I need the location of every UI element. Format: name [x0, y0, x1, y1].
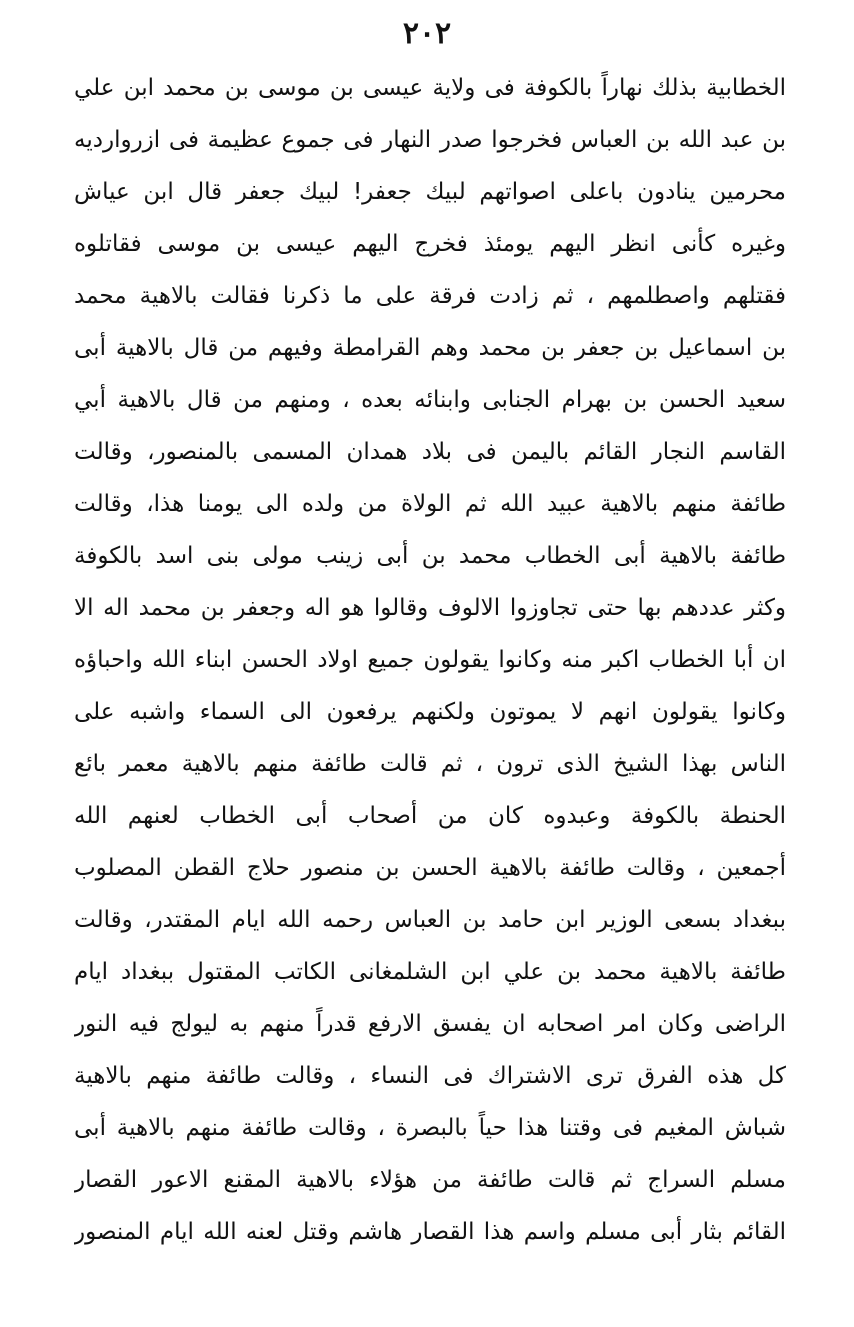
- text-line: بن اسماعيل بن جعفر بن محمد وهم القرامطة وفيهم من قال بالاهية أبى: [74, 335, 786, 361]
- page-number: ٢٠٢: [402, 16, 452, 51]
- text-line: سعيد الحسن بن بهرام الجنابى وابنائه بعده ، ومنهم من قال بالاهية أبي: [74, 387, 786, 413]
- text-line: مسلم السراج ثم قالت طائفة من هؤلاء بالاهية المقنع الاعور القصار: [74, 1167, 786, 1193]
- text-line: كل هذه الفرق ترى الاشتراك فى النساء ، وقالت طائفة منهم بالاهية: [74, 1063, 786, 1089]
- text-line: أجمعين ، وقالت طائفة بالاهية الحسن بن منصور حلاج القطن المصلوب: [74, 855, 786, 881]
- text-line: شباش المغيم فى وقتنا هذا حياً بالبصرة ، وقالت طائفة منهم بالاهية أبى: [74, 1115, 786, 1141]
- text-line: الخطابية بذلك نهاراً بالكوفة فى ولاية عيسى بن موسى بن محمد ابن علي: [74, 75, 786, 101]
- text-line: ببغداد بسعى الوزير ابن حامد بن العباس رحمه الله ايام المقتدر، وقالت: [74, 907, 786, 933]
- text-line: ان أبا الخطاب اكبر منه وكانوا يقولون جميع اولاد الحسن ابناء الله واحباؤه: [74, 647, 786, 673]
- text-line: محرمين ينادون باعلى اصواتهم لبيك جعفر! لبيك جعفر قال ابن عياش: [74, 179, 786, 205]
- text-line: وكثر عددهم بها حتى تجاوزوا الالوف وقالوا هو اله وجعفر بن محمد اله الا: [74, 595, 786, 621]
- text-line: فقتلهم واصطلمهم ، ثم زادت فرقة على ما ذكرنا فقالت بالاهية محمد: [74, 283, 786, 309]
- text-line: طائفة بالاهية أبى الخطاب محمد بن أبى زينب مولى بنى اسد بالكوفة: [74, 543, 786, 569]
- text-line: وكانوا يقولون انهم لا يموتون ولكنهم يرفعون الى السماء واشبه على: [74, 699, 786, 725]
- text-line: الراضى وكان امر اصحابه ان يفسق الارفع قدراً منهم به ليولج فيه النور: [74, 1011, 786, 1037]
- text-line: بن عبد الله بن العباس فخرجوا صدر النهار فى جموع عظيمة فى ازروارديه: [74, 127, 786, 153]
- text-line: طائفة بالاهية محمد بن علي ابن الشلمغانى الكاتب المقتول ببغداد ايام: [74, 959, 786, 985]
- text-line: الناس بهذا الشيخ الذى ترون ، ثم قالت طائفة منهم بالاهية معمر بائع: [74, 751, 786, 777]
- text-line: القاسم النجار القائم باليمن فى بلاد همدان المسمى بالمنصور، وقالت: [74, 439, 786, 465]
- text-line: القائم بثار أبى مسلم واسم هذا القصار هاشم وقتل لعنه الله ايام المنصور: [74, 1219, 786, 1245]
- page-body-text: [74, 62, 786, 1258]
- text-line: وغيره كأنى انظر اليهم يومئذ فخرج اليهم عيسى بن موسى فقاتلوه: [74, 231, 786, 257]
- text-line: الحنطة بالكوفة وعبدوه كان من أصحاب أبى الخطاب لعنهم الله: [74, 803, 786, 829]
- text-line: طائفة منهم بالاهية عبيد الله ثم الولاة من ولده الى يومنا هذا، وقالت: [74, 491, 786, 517]
